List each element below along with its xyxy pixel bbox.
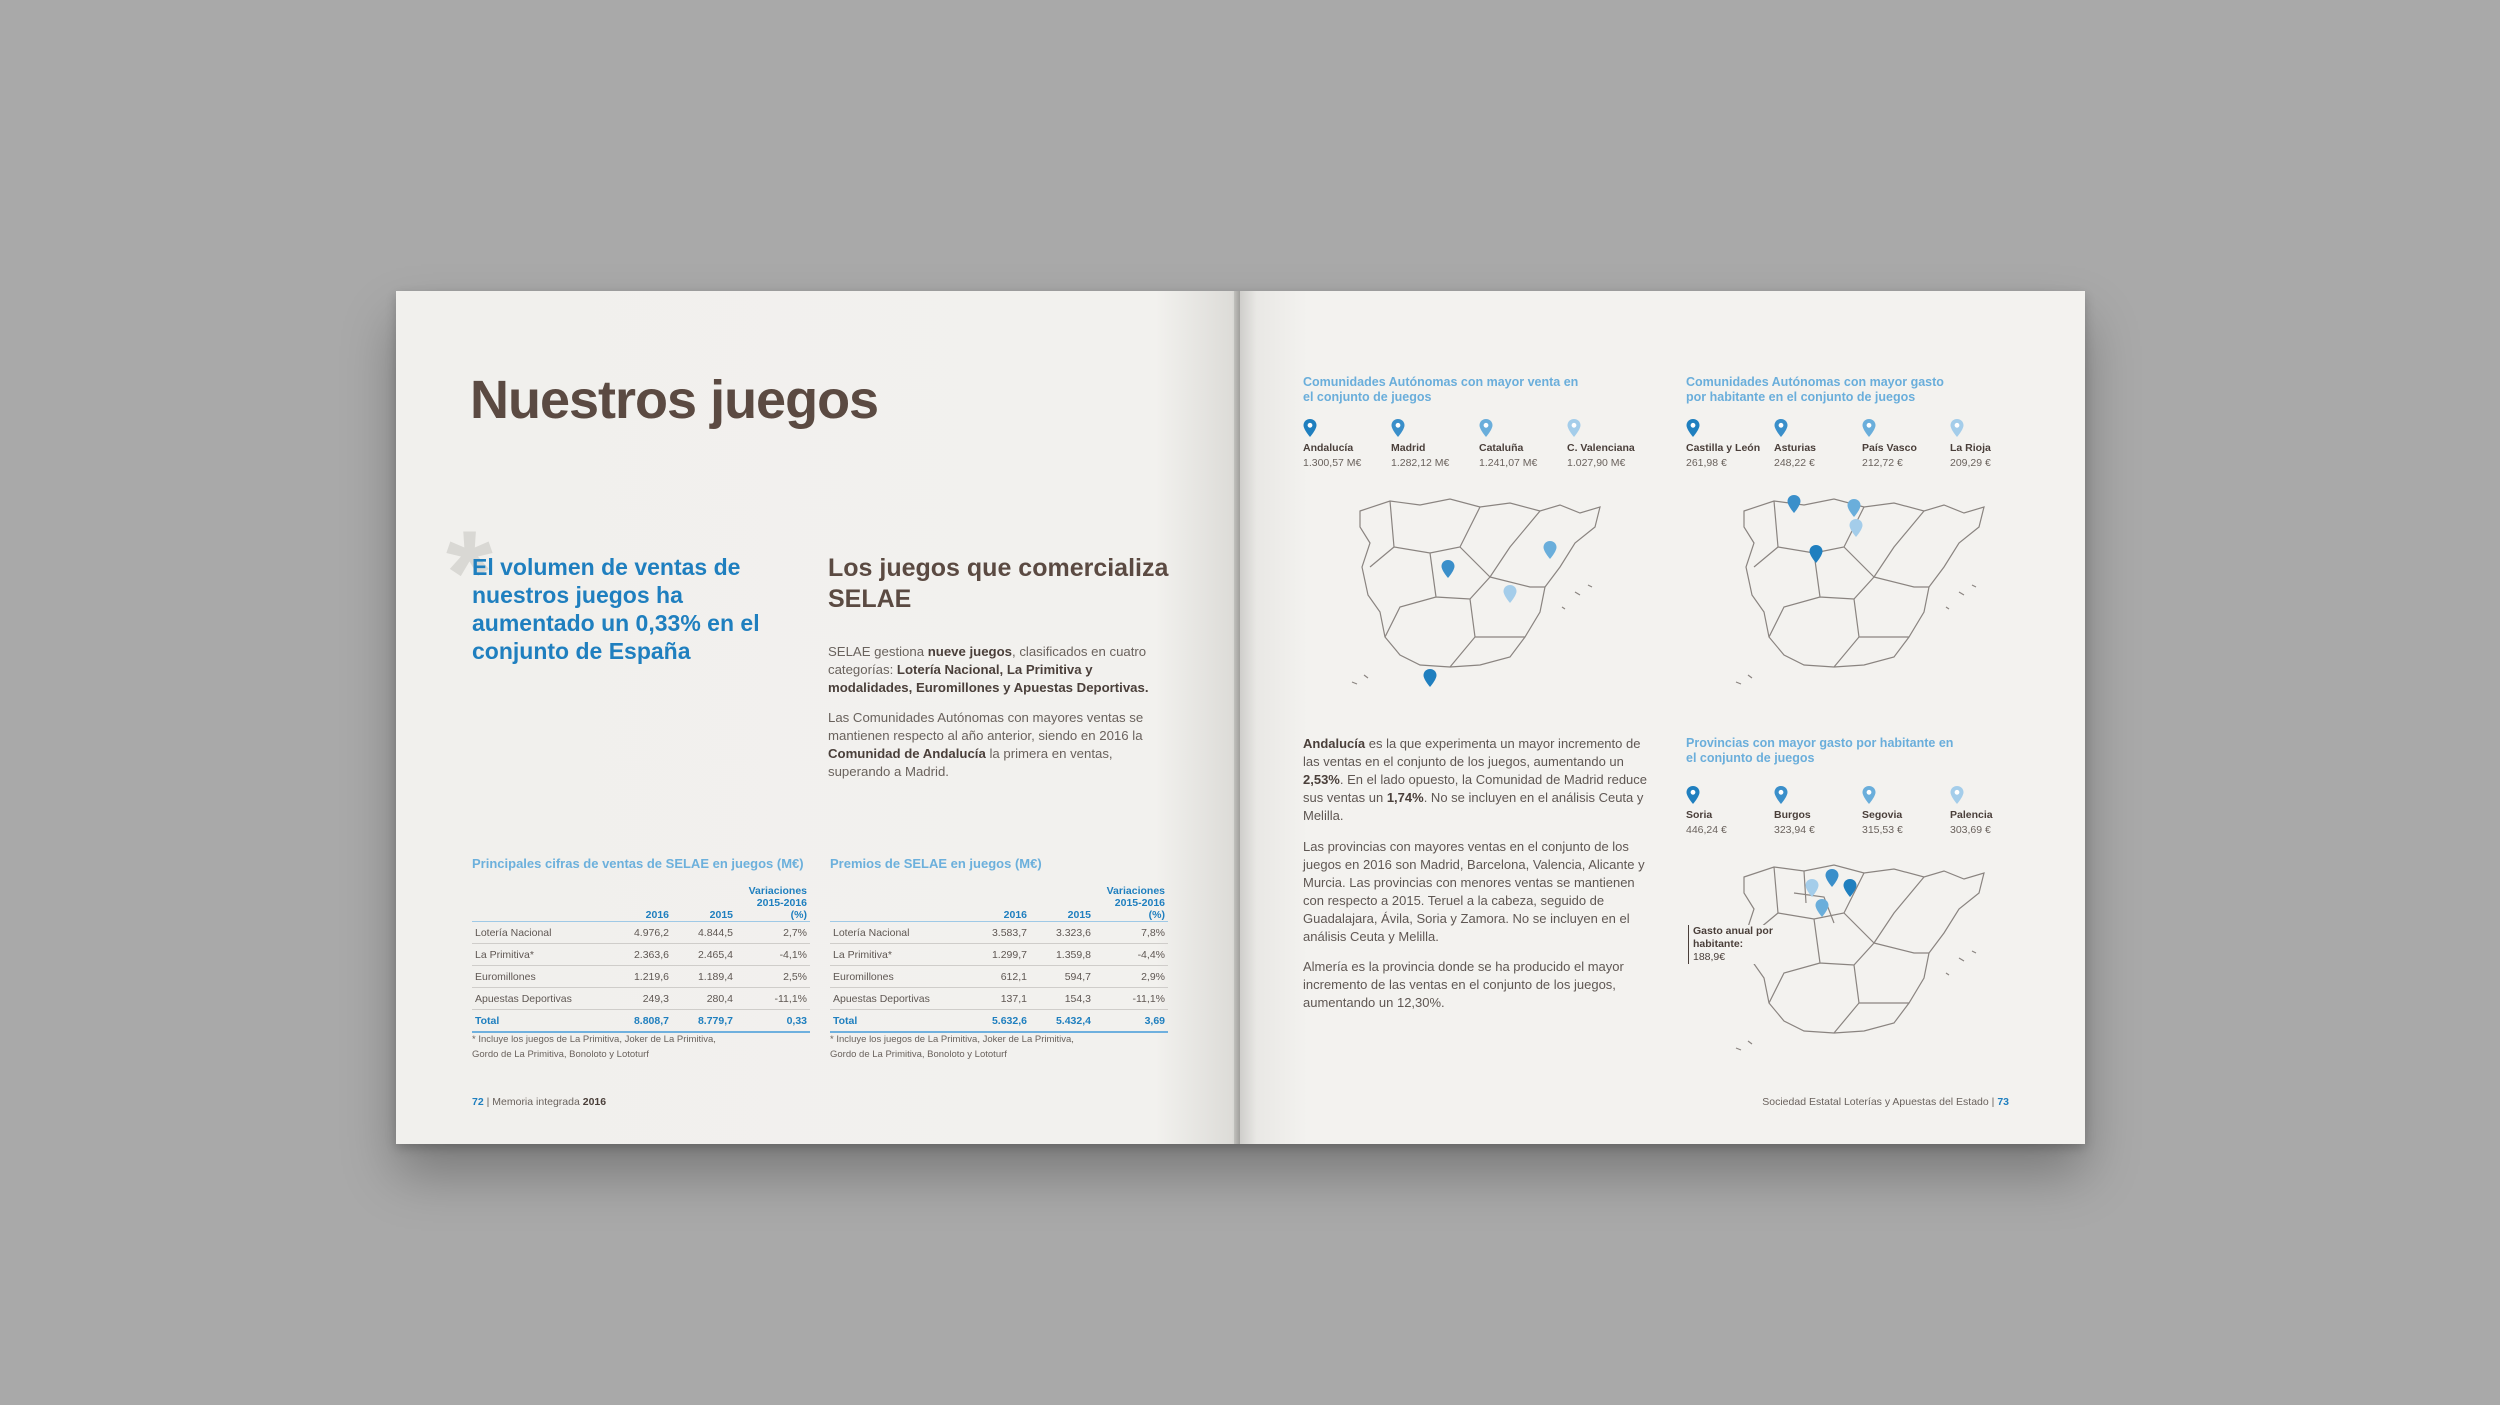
location-pin-icon	[1774, 419, 1788, 437]
legend-item: Castilla y León 261,98 €	[1686, 419, 1774, 471]
page-footer-left: 72 | Memoria integrada 2016	[472, 1096, 607, 1108]
legend-item: Burgos 323,94 €	[1774, 786, 1862, 838]
map3-legend	[1686, 786, 2038, 838]
legend-item: C. Valenciana 1.027,90 M€	[1567, 419, 1655, 471]
location-pin-icon	[1686, 786, 1700, 804]
location-pin-icon	[1686, 419, 1700, 437]
table-row: La Primitiva* 1.299,7 1.359,8 -4,4%	[830, 944, 1168, 966]
table-row: Euromillones 612,1 594,7 2,9%	[830, 966, 1168, 988]
location-pin-icon	[1774, 786, 1788, 804]
legend-item: Madrid 1.282,12 M€	[1391, 419, 1479, 471]
table-total-row: Total 8.808,7 8.779,7 0,33	[472, 1010, 810, 1033]
table-row: Apuestas Deportivas 137,1 154,3 -11,1%	[830, 988, 1168, 1010]
legend-item: La Rioja 209,29 €	[1950, 419, 2038, 471]
spain-map-svg	[1350, 487, 1610, 697]
map2-legend	[1686, 419, 2038, 471]
analysis-paragraph-1: Andalucía es la que experimenta un mayor incremento de las ventas en el conjunto de los juegos, aumentando un 2,53%. En el lado opuesto, la Comunidad de Madrid reduce sus ventas un 1,74%. No se incluyen en el análisis Ceuta y Melilla.	[1303, 736, 1648, 823]
legend-item: Palencia 303,69 €	[1950, 786, 2038, 838]
asterisk-ornament: *	[446, 506, 493, 640]
prizes-table: 2016 2015 Variaciones 2015-2016 (%) Lotería Nacional 3.583,7 3.323,6 7,8% La Primitiva* 1.299,7 1.359,8 -4,4% Euromillones 612,1 594,7 2,9% Apuestas Deportivas 137,1 154,3 -11,1% Total 5.632,6 5.432,4 3,69	[830, 885, 1168, 1033]
right-page	[1240, 291, 2085, 1144]
page-title: Nuestros juegos	[470, 370, 879, 430]
location-pin-icon	[1862, 419, 1876, 437]
map1-title: Comunidades Autónomas con mayor venta en el conjunto de juegos	[1303, 375, 1579, 404]
table-row: Euromillones 1.219,6 1.189,4 2,5%	[472, 966, 810, 988]
legend-item: Cataluña 1.241,07 M€	[1479, 419, 1567, 471]
sales-table-footnote: * Incluye los juegos de La Primitiva, Joker de La Primitiva, Gordo de La Primitiva, Bonoloto y Lototurf	[472, 1034, 716, 1060]
legend-item: Soria 446,24 €	[1686, 786, 1774, 838]
legend-item: Asturias 248,22 €	[1774, 419, 1862, 471]
legend-item: País Vasco 212,72 €	[1862, 419, 1950, 471]
location-pin-icon	[1303, 419, 1317, 437]
legend-item: Segovia 315,53 €	[1862, 786, 1950, 838]
section-subheading: Los juegos que comercializa SELAE	[828, 554, 1169, 613]
map2-title: Comunidades Autónomas con mayor gasto por habitante en el conjunto de juegos	[1686, 375, 1944, 404]
sales-table: 2016 2015 Variaciones 2015-2016 (%) Lotería Nacional 4.976,2 4.844,5 2,7% La Primitiva* 2.363,6 2.465,4 -4,1% Euromillones 1.219,6 1.189,4 2,5% Apuestas Deportivas 249,3 280,4 -11,1% Total 8.808,7 8.779,7 0,33	[472, 885, 810, 1033]
prizes-table-footnote: * Incluye los juegos de La Primitiva, Joker de La Primitiva, Gordo de La Primitiva, Bonoloto y Lototurf	[830, 1034, 1074, 1060]
analysis-paragraph-3: Almería es la provincia donde se ha producido el mayor incremento de las ventas en el conjunto de los juegos, aumentando un 12,30%.	[1303, 959, 1624, 1010]
regions-paragraph: Las Comunidades Autónomas con mayores ventas se mantienen respecto al año anterior, siendo en 2016 la Comunidad de Andalucía la primera en ventas, superando a Madrid.	[828, 710, 1144, 779]
highlight-quote: El volumen de ventas de nuestros juegos ha aumentado un 0,33% en el conjunto de España	[472, 554, 760, 664]
map3-title: Provincias con mayor gasto por habitante en el conjunto de juegos	[1686, 736, 1954, 765]
location-pin-icon	[1950, 786, 1964, 804]
page-footer-right: Sociedad Estatal Loterías y Apuestas del Estado | 73	[1762, 1096, 2009, 1108]
table-row: Lotería Nacional 4.976,2 4.844,5 2,7%	[472, 922, 810, 944]
spain-map-svg	[1734, 487, 1994, 697]
intro-paragraph: SELAE gestiona nueve juegos, clasificados en cuatro categorías: Lotería Nacional, La Primitiva y modalidades, Euromillones y Apuestas Deportivas.	[828, 644, 1149, 695]
location-pin-icon	[1391, 419, 1405, 437]
table-row: Apuestas Deportivas 249,3 280,4 -11,1%	[472, 988, 810, 1010]
table-total-row: Total 5.632,6 5.432,4 3,69	[830, 1010, 1168, 1033]
location-pin-icon	[1567, 419, 1581, 437]
map1-legend	[1303, 419, 1655, 471]
location-pin-icon	[1479, 419, 1493, 437]
spain-map-per-capita	[1734, 487, 1994, 697]
left-page	[396, 291, 1240, 1144]
analysis-paragraph-2: Las provincias con mayores ventas en el conjunto de los juegos en 2016 son Madrid, Barcelona, Valencia, Alicante y Murcia. Las provincias con menores ventas se mantienen con respecto a 2015. Teruel a la cabeza, seguido de Guadalajara, Ávila, Soria y Zamora. No se incluyen en el análisis Ceuta y Melilla.	[1303, 839, 1645, 944]
legend-item: Andalucía 1.300,57 M€	[1303, 419, 1391, 471]
open-book	[396, 291, 2085, 1144]
location-pin-icon	[1950, 419, 1964, 437]
location-pin-icon	[1862, 786, 1876, 804]
sales-table-title: Principales cifras de ventas de SELAE en juegos (M€)	[472, 856, 804, 871]
prizes-table-title: Premios de SELAE en juegos (M€)	[830, 856, 1042, 871]
table-row: La Primitiva* 2.363,6 2.465,4 -4,1%	[472, 944, 810, 966]
spain-map-sales	[1350, 487, 1610, 697]
annual-spending-note: Gasto anual por habitante: 188,9€	[1688, 925, 1783, 964]
table-row: Lotería Nacional 3.583,7 3.323,6 7,8%	[830, 922, 1168, 944]
